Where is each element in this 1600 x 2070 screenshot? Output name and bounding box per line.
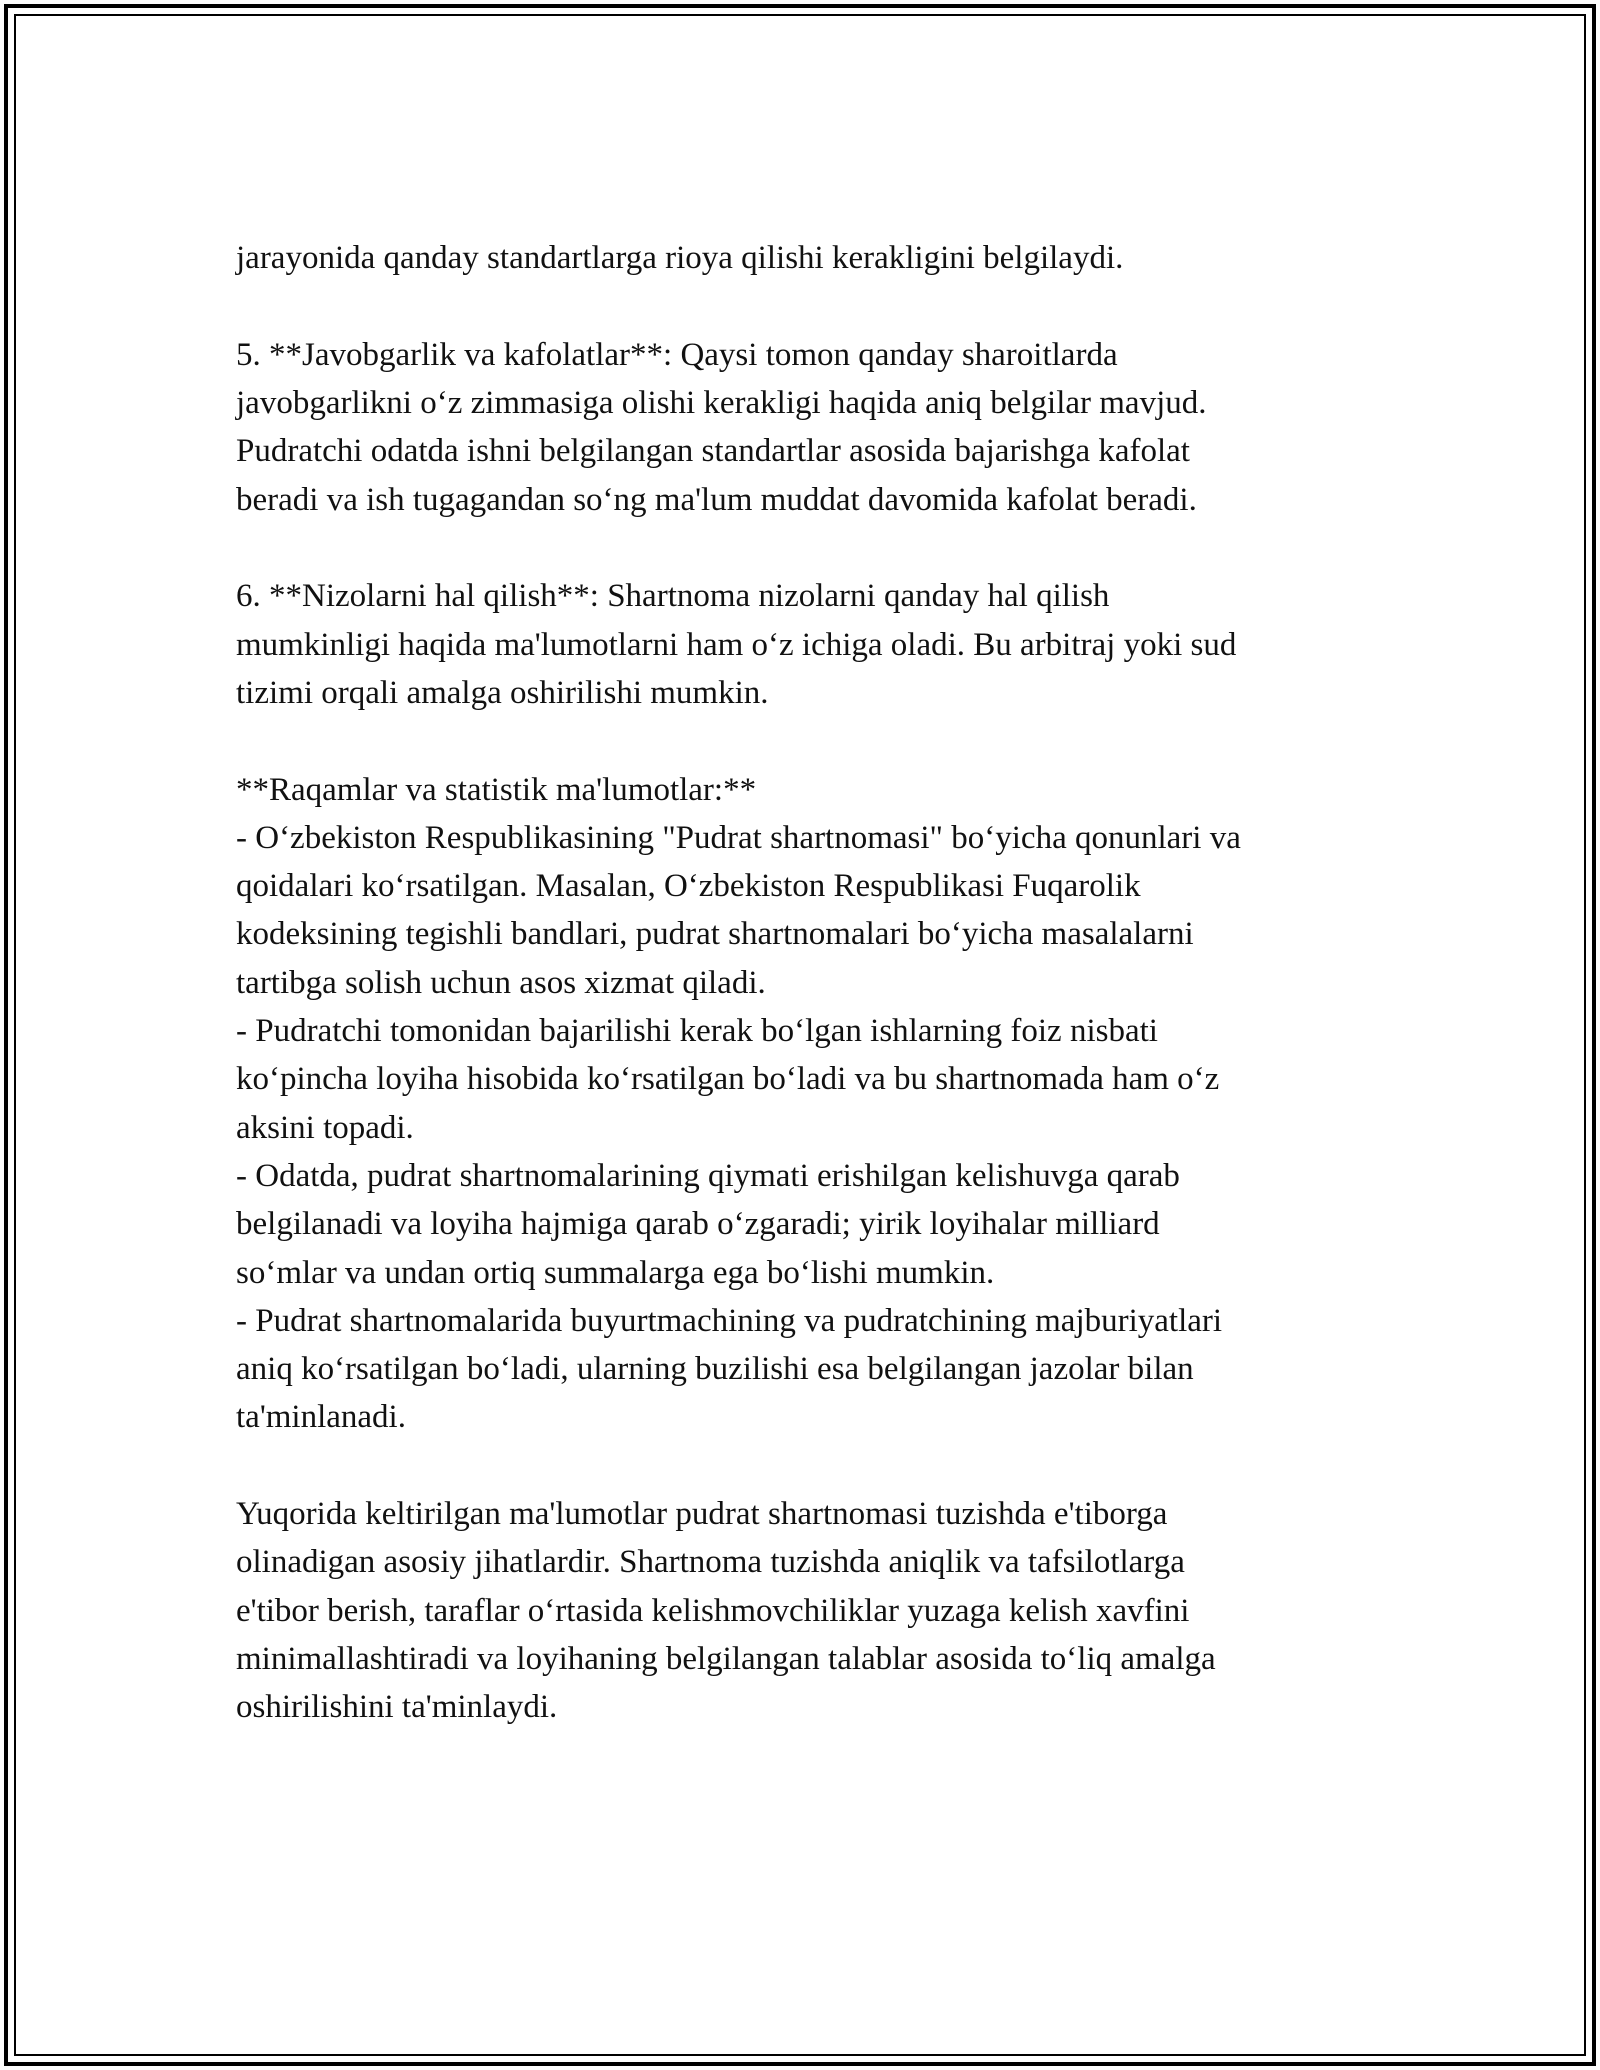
- line: soʻmlar va undan ortiq summalarga ega boʻlishi mumkin.: [236, 1254, 995, 1291]
- paragraph-gap: [236, 1442, 1366, 1490]
- line: tizimi orqali amalga oshirilishi mumkin.: [236, 674, 769, 711]
- line: 6. **Nizolarni hal qilish**: Shartnoma nizolarni qanday hal qilish: [236, 578, 1110, 615]
- line: e'tibor berish, taraflar oʻrtasida kelishmovchiliklar yuzaga kelish xavfini: [236, 1592, 1190, 1629]
- line: aniq koʻrsatilgan boʻladi, ularning buzilishi esa belgilangan jazolar bilan: [236, 1351, 1194, 1388]
- line: minimallashtiradi va loyihaning belgilangan talablar asosida toʻliq amalga: [236, 1640, 1216, 1677]
- paragraph-gap: [236, 283, 1366, 331]
- line: ta'minlanadi.: [236, 1399, 406, 1436]
- line: 5. **Javobgarlik va kafolatlar**: Qaysi tomon qanday sharoitlarda: [236, 336, 1118, 373]
- line: Yuqorida keltirilgan ma'lumotlar pudrat shartnomasi tuzishda e'tiborga: [236, 1496, 1168, 1533]
- paragraph-gap: [236, 717, 1366, 765]
- document-body: [236, 186, 1366, 1732]
- line: tartibga solish uchun asos xizmat qiladi.: [236, 964, 766, 1001]
- line: oshirilishini ta'minlaydi.: [236, 1689, 558, 1726]
- line: kodeksining tegishli bandlari, pudrat shartnomalari boʻyicha masalalarni: [236, 916, 1194, 953]
- line: aksini topadi.: [236, 1109, 414, 1146]
- paragraph-gap: [236, 524, 1366, 572]
- line: jarayonida qanday standartlarga rioya qilishi kerakligini belgilaydi.: [236, 240, 1124, 277]
- line: Pudratchi odatda ishni belgilangan standartlar asosida bajarishga kafolat: [236, 433, 1190, 470]
- line: - Pudrat shartnomalarida buyurtmachining va pudratchining majburiyatlari: [236, 1302, 1223, 1339]
- line: **Raqamlar va statistik ma'lumotlar:**: [236, 771, 757, 808]
- paragraph-conclusion: [236, 1490, 1366, 1731]
- line: javobgarlikni oʻz zimmasiga olishi kerakligi haqida aniq belgilar mavjud.: [236, 385, 1207, 422]
- line: belgilanadi va loyiha hajmiga qarab oʻzgaradi; yirik loyihalar milliard: [236, 1206, 1160, 1243]
- line: koʻpincha loyiha hisobida koʻrsatilgan boʻladi va bu shartnomada ham oʻz: [236, 1061, 1220, 1098]
- line: mumkinligi haqida ma'lumotlarni ham oʻz ichiga oladi. Bu arbitraj yoki sud: [236, 626, 1237, 663]
- line: - Oʻzbekiston Respublikasining "Pudrat shartnomasi" boʻyicha qonunlari va: [236, 819, 1241, 856]
- line: - Pudratchi tomonidan bajarilishi kerak boʻlgan ishlarning foiz nisbati: [236, 1013, 1158, 1050]
- line: qoidalari koʻrsatilgan. Masalan, Oʻzbekiston Respublikasi Fuqarolik: [236, 868, 1141, 905]
- paragraph-item-6: [236, 572, 1366, 717]
- paragraph-item-5: [236, 331, 1366, 524]
- line: - Odatda, pudrat shartnomalarining qiymati erishilgan kelishuvga qarab: [236, 1157, 1180, 1194]
- line: olinadigan asosiy jihatlardir. Shartnoma tuzishda aniqlik va tafsilotlarga: [236, 1544, 1185, 1581]
- paragraph-intro-continuation: [236, 186, 1366, 283]
- line: beradi va ish tugagandan soʻng ma'lum muddat davomida kafolat beradi.: [236, 481, 1197, 518]
- paragraph-statistics: [236, 766, 1366, 1442]
